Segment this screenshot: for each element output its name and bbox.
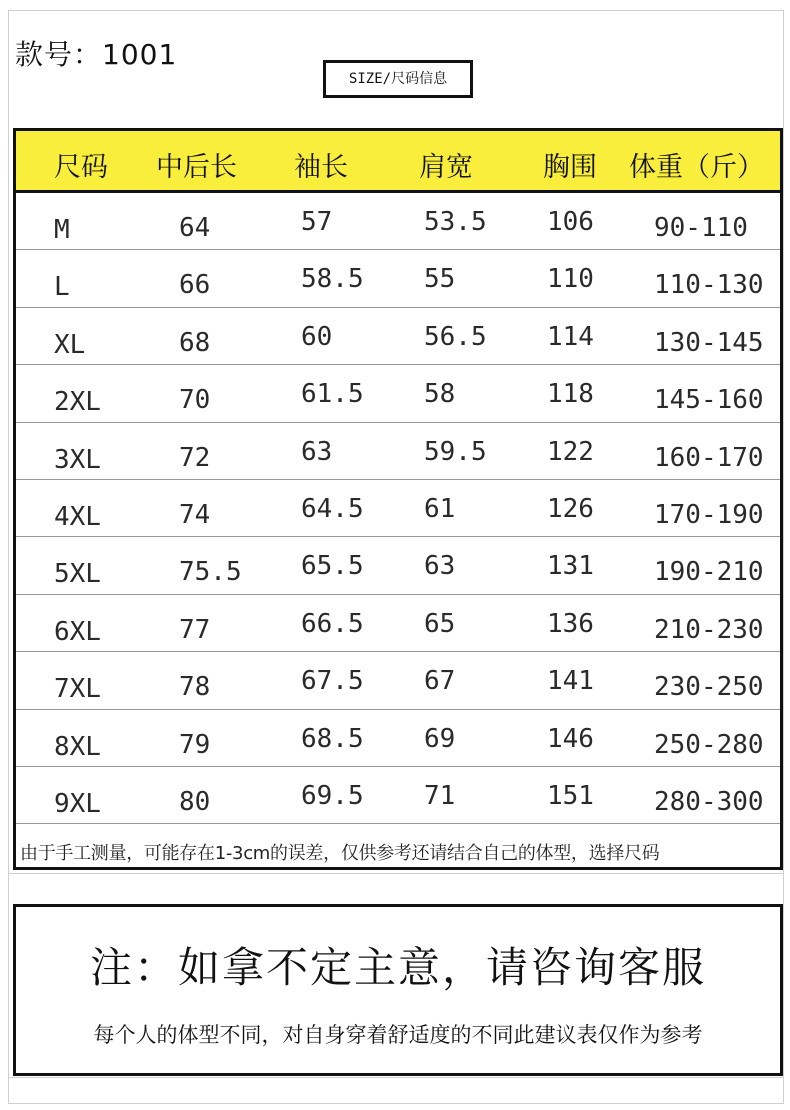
table-row	[16, 365, 780, 422]
measurement-note: 由于手工测量，可能存在1-3cm的误差，仅供参考还请结合自己的体型，选择尺码	[20, 843, 660, 864]
contact-subtitle: 每个人的体型不同，对自身穿着舒适度的不同此建议表仅作为参考	[93, 1023, 703, 1047]
header-chest: 胸围	[543, 152, 597, 183]
cell-sleeve: 66.5	[301, 608, 364, 639]
cell-size: 6XL	[54, 616, 101, 647]
cell-length: 64	[179, 213, 211, 243]
cell-shoulder: 55	[424, 264, 456, 295]
cell-weight: 160-170	[654, 442, 764, 473]
cell-shoulder: 67	[424, 666, 456, 697]
cell-chest: 146	[547, 723, 594, 754]
cell-shoulder: 71	[424, 780, 456, 811]
table-row	[16, 595, 780, 652]
table-row	[16, 710, 780, 767]
table-row	[16, 767, 780, 824]
cell-chest: 122	[547, 436, 594, 467]
cell-sleeve: 57	[301, 207, 333, 237]
cell-length: 75.5	[179, 557, 242, 588]
cell-weight: 210-230	[654, 614, 764, 645]
cell-chest: 131	[547, 551, 594, 582]
cell-sleeve: 68.5	[301, 723, 364, 754]
header-weight: 体重（斤）	[629, 152, 764, 183]
table-row	[16, 537, 780, 594]
cell-weight: 230-250	[654, 672, 764, 703]
header-sleeve: 袖长	[294, 152, 348, 183]
cell-size: 5XL	[54, 559, 101, 590]
cell-chest: 126	[547, 493, 594, 524]
cell-chest: 151	[547, 780, 594, 811]
cell-chest: 141	[547, 666, 594, 697]
cell-sleeve: 67.5	[301, 666, 364, 697]
cell-size: L	[54, 272, 70, 303]
table-row	[16, 250, 780, 307]
header-shoulder: 肩宽	[419, 152, 473, 183]
cell-chest: 114	[547, 321, 594, 352]
cell-size: 9XL	[54, 788, 101, 819]
contact-box	[13, 904, 783, 1076]
table-row	[16, 480, 780, 537]
cell-shoulder: 59.5	[424, 436, 487, 467]
cell-weight: 280-300	[654, 786, 764, 817]
cell-weight: 130-145	[654, 327, 764, 358]
cell-size: XL	[54, 329, 86, 360]
header-size: 尺码	[54, 152, 108, 183]
style-number: 款号：1001	[15, 38, 178, 71]
cell-size: M	[54, 215, 70, 245]
cell-shoulder: 53.5	[424, 207, 487, 237]
table-row	[16, 652, 780, 709]
cell-weight: 145-160	[654, 385, 764, 416]
cell-length: 77	[179, 614, 211, 645]
cell-chest: 118	[547, 379, 594, 410]
cell-sleeve: 64.5	[301, 493, 364, 524]
cell-length: 80	[179, 786, 211, 817]
table-row	[16, 193, 780, 250]
cell-weight: 110-130	[654, 270, 764, 301]
table-body	[16, 193, 780, 824]
cell-shoulder: 65	[424, 608, 456, 639]
cell-shoulder: 61	[424, 493, 456, 524]
cell-weight: 250-280	[654, 729, 764, 760]
cell-length: 78	[179, 672, 211, 703]
contact-title: 注：如拿不定主意，请咨询客服	[89, 943, 706, 992]
cell-chest: 136	[547, 608, 594, 639]
cell-length: 70	[179, 385, 211, 416]
cell-sleeve: 60	[301, 321, 333, 352]
cell-shoulder: 63	[424, 551, 456, 582]
cell-weight: 90-110	[654, 213, 748, 243]
table-row	[16, 308, 780, 365]
cell-length: 72	[179, 442, 211, 473]
cell-sleeve: 69.5	[301, 780, 364, 811]
cell-weight: 190-210	[654, 557, 764, 588]
table-row	[16, 423, 780, 480]
cell-shoulder: 58	[424, 379, 456, 410]
cell-sleeve: 58.5	[301, 264, 364, 295]
cell-sleeve: 63	[301, 436, 333, 467]
cell-sleeve: 65.5	[301, 551, 364, 582]
cell-size: 3XL	[54, 444, 101, 475]
cell-sleeve: 61.5	[301, 379, 364, 410]
cell-length: 68	[179, 327, 211, 358]
divider	[9, 873, 783, 874]
page-frame	[8, 10, 784, 1104]
cell-shoulder: 69	[424, 723, 456, 754]
cell-size: 7XL	[54, 674, 101, 705]
cell-chest: 110	[547, 264, 594, 295]
cell-length: 79	[179, 729, 211, 760]
cell-length: 74	[179, 499, 211, 530]
table-header	[16, 131, 780, 193]
size-label-box: SIZE/尺码信息	[323, 60, 473, 98]
cell-length: 66	[179, 270, 211, 301]
cell-chest: 106	[547, 207, 594, 237]
cell-shoulder: 56.5	[424, 321, 487, 352]
cell-size: 4XL	[54, 501, 101, 532]
size-table	[13, 128, 783, 870]
divider	[9, 1077, 783, 1078]
cell-size: 2XL	[54, 387, 101, 418]
cell-size: 8XL	[54, 731, 101, 762]
header-length: 中后长	[156, 152, 237, 183]
cell-weight: 170-190	[654, 499, 764, 530]
